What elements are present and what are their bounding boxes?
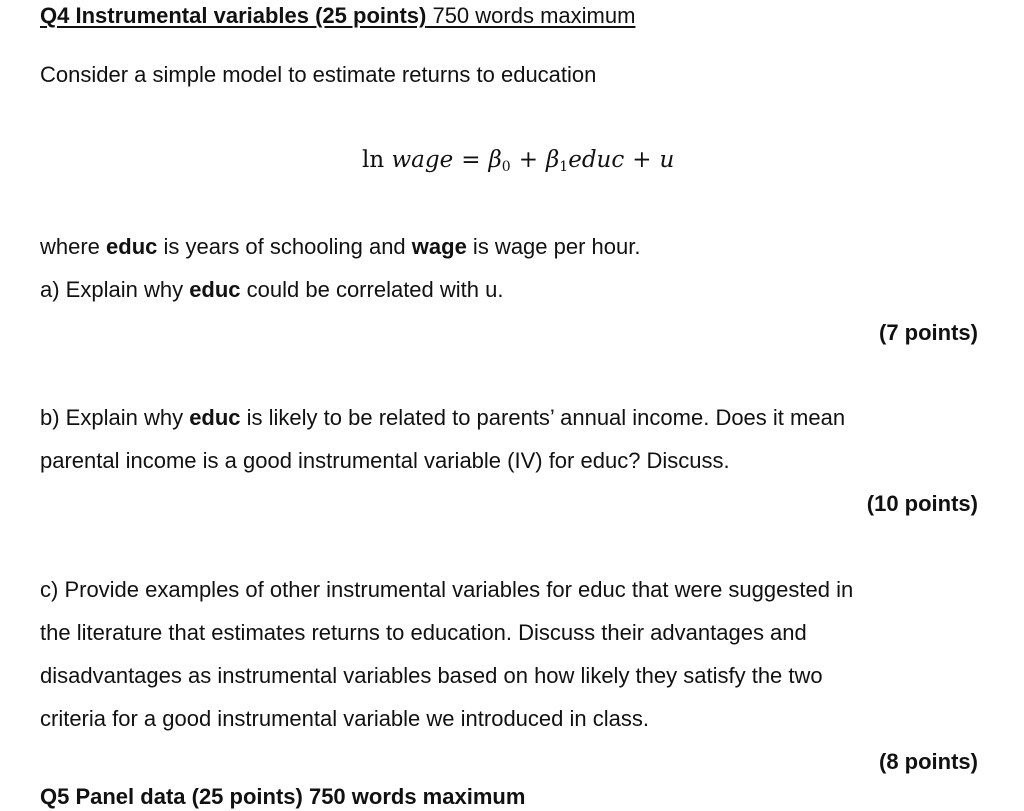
eq-sub0: 0	[501, 159, 511, 175]
part-b-line-2: parental income is a good instrumental variable (IV) for educ? Discuss.	[40, 448, 730, 473]
part-a-post: could be correlated with u.	[240, 277, 504, 302]
definition-text	[40, 233, 640, 261]
eq-plus1: +	[518, 147, 538, 173]
part-a-points: (7 points)	[879, 320, 978, 345]
part-b-educ: educ	[189, 405, 241, 430]
eq-plus2: +	[632, 147, 652, 173]
eq-equals: =	[461, 147, 481, 173]
part-c-line-3: disadvantages as instrumental variables based on how likely they satisfy the two	[40, 663, 823, 688]
part-c-line-2: the literature that estimates returns to education. Discuss their advantages and	[40, 620, 807, 645]
def-post: is wage per hour.	[466, 234, 641, 259]
question-heading	[40, 2, 635, 30]
eq-sub1: 1	[559, 159, 569, 175]
eq-beta1: β	[546, 147, 560, 173]
eq-lhs: wage	[391, 147, 454, 173]
def-mid: is years of schooling and	[157, 234, 412, 259]
heading-title: Q4 Instrumental variables (25 points)	[40, 3, 427, 28]
part-b-post: is likely to be related to parents’ annual income. Does it mean	[240, 405, 846, 430]
eq-ln: ln	[362, 147, 385, 173]
part-b-points: (10 points)	[866, 491, 978, 516]
regression-equation	[362, 145, 674, 182]
eq-educ: educ	[568, 147, 625, 173]
def-pre: where	[40, 234, 107, 259]
eq-error: u	[659, 147, 675, 173]
part-a-pre: a) Explain why	[40, 277, 190, 302]
part-a-text	[40, 276, 503, 304]
part-c-line-1: c) Provide examples of other instrumental variables for educ that were suggested in	[40, 577, 854, 602]
intro-text: Consider a simple model to estimate returns to education	[40, 62, 597, 87]
part-b-pre: b) Explain why	[40, 405, 190, 430]
def-wage: wage	[411, 234, 467, 259]
part-c-points: (8 points)	[879, 749, 978, 774]
part-b-line-1	[40, 404, 845, 432]
eq-beta0: β	[488, 147, 502, 173]
next-question-heading-cut: Q5 Panel data (25 points) 750 words maximum	[40, 784, 526, 809]
part-a-educ: educ	[189, 277, 241, 302]
heading-word-limit: 750 words maximum	[426, 3, 636, 28]
def-educ: educ	[106, 234, 158, 259]
part-c-line-4: criteria for a good instrumental variable we introduced in class.	[40, 706, 649, 731]
